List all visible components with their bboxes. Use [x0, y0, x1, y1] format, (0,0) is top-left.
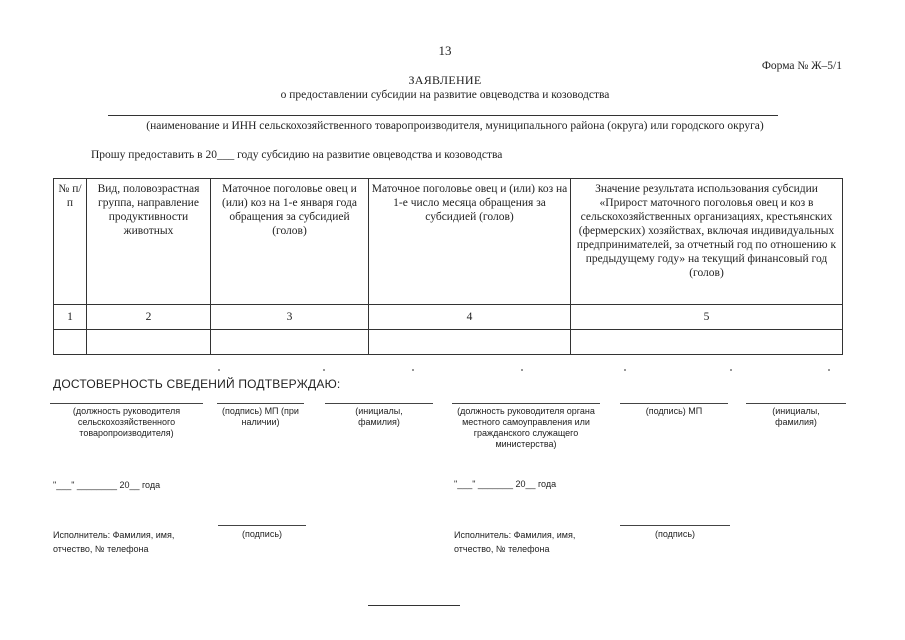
bottom-rule	[368, 605, 460, 606]
confirmation-heading: ДОСТОВЕРНОСТЬ СВЕДЕНИЙ ПОДТВЕРЖДАЮ:	[53, 377, 341, 391]
column-number: 2	[87, 305, 211, 330]
col-header-type: Вид, половозрастная группа, направление продуктивности животных	[87, 179, 211, 305]
initials-caption-right: (инициалы, фамилия)	[772, 406, 820, 427]
col-header-jan-stock: Маточное поголовье овец и (или) коз на 1-е января года обращения за субсидией (голов)	[211, 179, 369, 305]
date-right[interactable]: "___" _______ 20__ года	[454, 479, 557, 489]
scan-dot	[218, 369, 220, 371]
table-header-row	[54, 179, 843, 305]
column-numbers-row	[54, 305, 843, 330]
table-cell[interactable]	[369, 330, 571, 355]
scan-dot	[323, 369, 325, 371]
executor-signature-line-right[interactable]	[620, 525, 730, 526]
document-title: ЗАЯВЛЕНИЕ	[408, 73, 482, 87]
request-text: Прошу предоставить в 20___ году субсидию на развитие овцеводства и козоводства	[91, 149, 503, 161]
form-number: Форма № Ж–5/1	[761, 60, 842, 72]
position-caption-left: (должность руководителя сельскохозяйственного товаропроизводителя)	[72, 406, 181, 438]
table-cell[interactable]	[87, 330, 211, 355]
subsidy-table	[53, 178, 843, 355]
table-cell[interactable]	[54, 330, 87, 355]
col-header-month-stock: Маточное поголовье овец и (или) коз на 1-е число месяца обращения за субсидией (голов)	[369, 179, 571, 305]
column-number: 3	[211, 305, 369, 330]
org-name-caption: (наименование и ИНН сельскохозяйственного товаропроизводителя, муниципального района (округа) или городского округа)	[146, 120, 764, 132]
column-number: 5	[571, 305, 843, 330]
scan-dot	[624, 369, 626, 371]
date-left[interactable]: "___" ________ 20__ года	[53, 480, 161, 490]
scan-dot	[412, 369, 414, 371]
table-cell[interactable]	[571, 330, 843, 355]
initials-line-right[interactable]	[746, 403, 846, 404]
scan-dot	[828, 369, 830, 371]
position-line-right[interactable]	[452, 403, 600, 404]
executor-signature-caption-right: (подпись)	[654, 529, 696, 539]
scan-dot	[730, 369, 732, 371]
scan-dot	[521, 369, 523, 371]
signature-line-left[interactable]	[217, 403, 304, 404]
signature-caption-left: (подпись) МП (при наличии)	[222, 406, 299, 427]
column-number: 1	[54, 305, 87, 330]
col-header-number: № п/п	[54, 179, 87, 305]
position-line-left[interactable]	[50, 403, 203, 404]
table-row	[54, 330, 843, 355]
initials-line-left[interactable]	[325, 403, 433, 404]
executor-left: Исполнитель: Фамилия, имя, отчество, № телефона	[53, 530, 175, 554]
position-caption-right: (должность руководителя органа местного самоуправления или гражданского служащего министерства)	[457, 406, 595, 449]
initials-caption-left: (инициалы, фамилия)	[355, 406, 403, 427]
page-number: 13	[438, 43, 452, 58]
table-cell[interactable]	[211, 330, 369, 355]
executor-signature-line-left[interactable]	[218, 525, 306, 526]
signature-caption-right: (подпись) МП	[645, 406, 703, 416]
column-number: 4	[369, 305, 571, 330]
executor-right: Исполнитель: Фамилия, имя, отчество, № телефона	[454, 530, 576, 554]
document-subtitle: о предоставлении субсидии на развитие овцеводства и козоводства	[280, 89, 610, 101]
org-name-line	[108, 115, 778, 116]
signature-line-right[interactable]	[620, 403, 728, 404]
executor-signature-caption-left: (подпись)	[241, 529, 283, 539]
col-header-result: Значение результата использования субсидии «Прирост маточного поголовья овец и коз в сельскохозяйственных организациях, крестьянских (фермерских) хозяйствах, включая индивидуальных предпринимателей, за отчетный год по отношению к предыдущему году» на текущий финансовый год (голов)	[571, 179, 843, 305]
